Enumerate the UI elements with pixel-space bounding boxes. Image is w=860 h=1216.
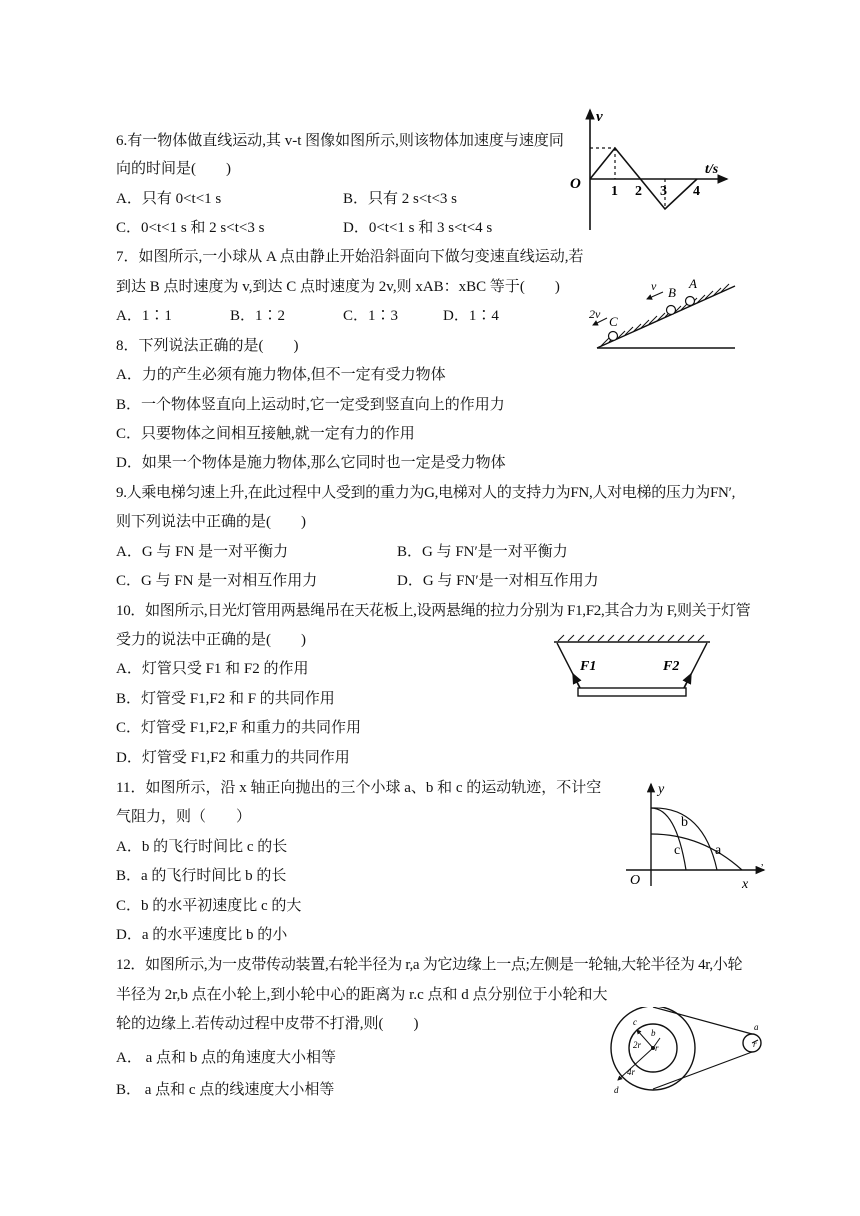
q9-stem-line2: 则下列说法中正确的是( ) [116,514,306,530]
pulley-label-r-small: r [655,1043,659,1053]
q7-stem-line2: 到达 B 点时速度为 v,到达 C 点时速度为 2v,则 xAB：xBC 等于( ) [116,279,560,295]
pulley-label-c: c [633,1017,637,1027]
q10-option-d: D．灯管受 F1,F2 和重力的共同作用 [116,750,350,766]
trajectory-figure [618,778,768,890]
q6-option-a: A．只有 0<t<1 s [116,191,222,207]
q8-option-b: B．一个物体竖直向上运动时,它一定受到竖直向上的作用力 [116,397,505,413]
trajectory-label-c: c [674,843,681,858]
vt-graph-figure [562,104,732,234]
trajectory-x-label: x [742,877,749,890]
q11-option-b: B．a 的飞行时间比 b 的长 [116,868,287,884]
trajectory-origin: O [630,873,641,888]
q12-option-b: B． a 点和 c 点的线速度大小相等 [116,1082,335,1098]
q7-option-b: B．1∶2 [230,308,286,324]
vt-tick-4: 4 [693,184,700,199]
q12-stem-line1: 12．如图所示,为一皮带传动装置,右轮半径为 r,a 为它边缘上一点;左侧是一轮轴,大轮半径为 4r,小轮 [116,957,743,973]
trajectory-label-a: a [715,843,722,858]
pulley-label-r: r [753,1039,757,1049]
lamp-label-f2: F2 [663,659,680,674]
q12-stem-line3: 轮的边缘上.若传动过程中皮带不打滑,则( ) [116,1016,419,1032]
q8-option-d: D．如果一个物体是施力物体,那么它同时也一定是受力物体 [116,455,506,471]
q10-stem-line1: 10．如图所示,日光灯管用两悬绳吊在天花板上,设两悬绳的拉力分别为 F1,F2,其合力为 F,则关于灯管 [116,603,751,619]
q7-option-a: A．1∶1 [116,308,172,324]
trajectory-mark: , [761,857,764,868]
vt-y-label: v [596,109,603,125]
q7-option-d: D．1∶4 [443,308,499,324]
incline-label-a: A [689,276,697,291]
q8-option-a: A．力的产生必须有施力物体,但不一定有受力物体 [116,367,446,383]
vt-tick-1: 1 [611,184,618,199]
q7-stem-line1: 7．如图所示,一小球从 A 点由静止开始沿斜面向下做匀变速直线运动,若 [116,249,584,265]
pulley-label-d: d [614,1085,619,1095]
trajectory-label-b: b [681,815,688,830]
q9-option-c: C．G 与 FN 是一对相互作用力 [116,573,318,589]
pulley-figure [603,1007,773,1102]
incline-velocity-2v: 2v [589,307,601,321]
q6-option-d: D．0<t<1 s 和 3 s<t<4 s [343,220,493,236]
q10-option-b: B．灯管受 F1,F2 和 F 的共同作用 [116,691,335,707]
pulley-label-4r: 4r [627,1067,636,1077]
q6-stem-line2: 向的时间是( ) [116,161,231,177]
q9-option-a: A．G 与 FN 是一对平衡力 [116,544,289,560]
q12-option-a: A． a 点和 b 点的角速度大小相等 [116,1050,336,1066]
vt-tick-2: 2 [635,184,642,199]
q9-option-d: D．G 与 FN′是一对相互作用力 [397,573,599,589]
q12-stem-line2: 半径为 2r,b 点在小轮上,到小轮中心的距离为 r.c 点和 d 点分别位于小轮和大 [116,987,608,1003]
q10-option-a: A．灯管只受 F1 和 F2 的作用 [116,661,309,677]
vt-origin: O [570,176,581,192]
pulley-label-a: a [754,1022,759,1032]
incline-label-c: C [609,314,618,329]
lamp-figure [552,633,714,701]
q9-option-b: B．G 与 FN′是一对平衡力 [397,544,568,560]
q11-stem-line2: 气阻力，则（ ） [116,809,252,825]
q8-stem: 8．下列说法正确的是( ) [116,338,299,354]
q8-option-c: C．只要物体之间相互接触,就一定有力的作用 [116,426,415,442]
pulley-label-b: b [651,1028,656,1038]
q6-option-b: B．只有 2 s<t<3 s [343,191,458,207]
lamp-label-f1: F1 [580,659,597,674]
incline-velocity-v: v [651,279,657,293]
q10-stem-line2: 受力的说法中正确的是( ) [116,632,306,648]
pulley-label-2r: 2r [633,1040,642,1050]
q11-option-c: C．b 的水平初速度比 c 的大 [116,898,302,914]
vt-x-label: t/s [705,162,719,177]
q11-option-a: A．b 的飞行时间比 c 的长 [116,839,288,855]
q9-stem-line1: 9.人乘电梯匀速上升,在此过程中人受到的重力为G,电梯对人的支持力为FN,人对电梯的压力为FN′, [116,485,736,501]
incline-figure [585,268,740,353]
q10-option-c: C．灯管受 F1,F2,F 和重力的共同作用 [116,720,362,736]
trajectory-y-label: y [658,782,665,797]
q6-option-c: C．0<t<1 s 和 2 s<t<3 s [116,220,265,236]
q6-stem-line1: 6.有一物体做直线运动,其 v-t 图像如图所示,则该物体加速度与速度同 [116,133,564,149]
q11-option-d: D．a 的水平速度比 b 的小 [116,927,288,943]
vt-tick-3: 3 [660,184,667,199]
q7-option-c: C．1∶3 [343,308,399,324]
incline-label-b: B [668,285,676,300]
q11-stem-line1: 11．如图所示，沿 x 轴正向抛出的三个小球 a、b 和 c 的运动轨迹，不计空 [116,780,602,796]
